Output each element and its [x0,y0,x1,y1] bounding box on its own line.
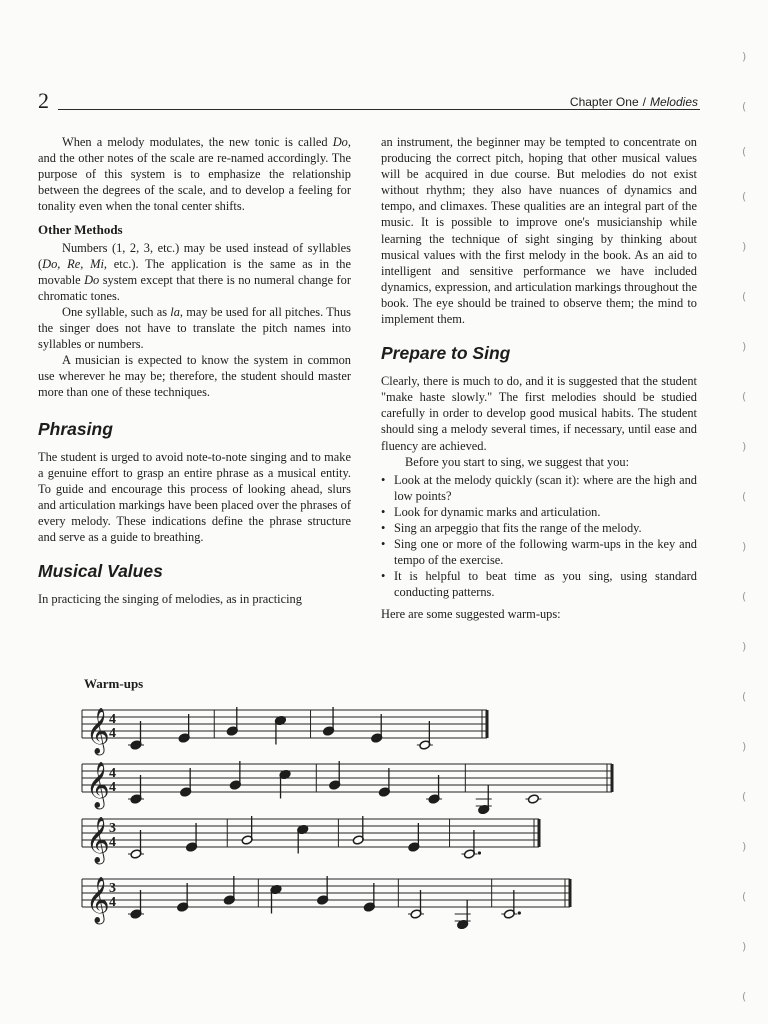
time-signature-top: 4 [109,712,116,727]
list-item: • Look for dynamic marks and articulation. [381,504,697,520]
paragraph-before-sing: Before you start to sing, we suggest that you: [405,454,630,469]
heading-musical-values: Musical Values [38,561,163,582]
section-title: Melodies [649,95,698,109]
time-signature-bottom: 4 [109,726,116,741]
heading-other-methods: Other Methods [38,222,123,238]
running-head-separator: / [642,95,646,109]
paragraph-musical-values: In practicing the singing of melodies, as in practicing [38,592,302,607]
paragraph-numbers: Numbers (1, 2, 3, etc.) may be used instead of syllables (Do, Re, Mi, etc.). The application is the same as in the movable Do system except that there is no numeral change for chromatic tones. [38,240,352,303]
time-signature-top: 3 [109,821,116,836]
header-rule [58,109,700,110]
paragraph-modulation: When a melody modulates, the new tonic is called Do, and the other notes of the scale are re-named accordingly. The purpose of this system is to emphasize the relationship between the degrees of the scale, and to develop a feeling for tonality even when the tonal center shifts. [38,135,351,214]
warmups-title: Warm-ups [84,676,144,691]
running-head [570,95,698,109]
list-item: • It is helpful to beat time as you sing, using standard conducting patterns. [381,568,697,600]
binding-edge-marks: ) ( ( ( ) ( ) ( ) ( ) ( ) ( ) ( ) ( ) ( [742,50,747,1003]
treble-clef-icon: 𝄞 [86,877,110,923]
augmentation-dot [478,851,481,854]
time-signature-bottom: 4 [109,780,116,795]
time-signature-bottom: 4 [109,835,116,850]
chapter-title: Chapter One [569,95,639,109]
time-signature-bottom: 4 [109,895,116,910]
treble-clef-icon: 𝄞 [86,708,110,754]
paragraph-phrasing: The student is urged to avoid note-to-note singing and to make a genuine effort to grasp an entire phrase as a musical entity. To guide and encourage this process of looking ahead, slurs and articulation markings have been placed over the phrases of every melody. These indications define the phrase structure and serve as a guide to breathing. [38,449,351,544]
augmentation-dot [518,911,521,914]
suggestion-list [381,472,697,601]
time-signature-top: 3 [109,881,116,896]
heading-phrasing: Phrasing [38,418,113,439]
paragraph-musician-system: A musician is expected to know the system in common use wherever he may be; therefore, the student should master more than one of these techniques. [38,353,351,400]
page-number: 2 [38,88,49,113]
list-item: • Sing an arpeggio that fits the range of the melody. [381,520,697,536]
heading-prepare-to-sing: Prepare to Sing [381,343,511,364]
warmups-notation [0,690,768,960]
treble-clef-icon: 𝄞 [86,817,110,863]
paragraph-make-haste: Clearly, there is much to do, and it is suggested that the student "make haste slowly." The first melodies should be studied carefully in order to develop good musical habits. The student should sing a melody several times, if necessary, until ease and fluency are achieved. [381,374,697,453]
time-signature-top: 4 [109,766,116,781]
paragraph-warmups-intro: Here are some suggested warm-ups: [381,607,561,622]
list-item: • Sing one or more of the following warm-ups in the key and tempo of the exercise. [381,536,697,568]
treble-clef-icon: 𝄞 [86,762,110,808]
right-column [381,134,697,623]
paragraph-one-syllable: One syllable, such as la, may be used for all pitches. Thus the singer does not have to translate the pitch names into syllables or numbers. [38,304,351,352]
paragraph-instrument: an instrument, the beginner may be tempted to concentrate on producing the correct pitch, hoping that other musical values will be acquired in due course. But melodies do not exist without rhythm; they also have nuances of dynamics and tempo, and climaxes. These qualities are an integral part of the music. It is possible to improve one's musicianship while learning the technique of sight singing by thinking about musical values with the first melody in the book. As an aid to intelligent and sensitive performance we have included dynamics, expression, and articulation markings throughout the book. The eye should be trained to observe them; the mind to implement them. [381,135,697,327]
list-item: • Look at the melody quickly (scan it): where are the high and low points? [381,472,697,504]
note-head [527,794,539,804]
left-column [38,134,351,607]
